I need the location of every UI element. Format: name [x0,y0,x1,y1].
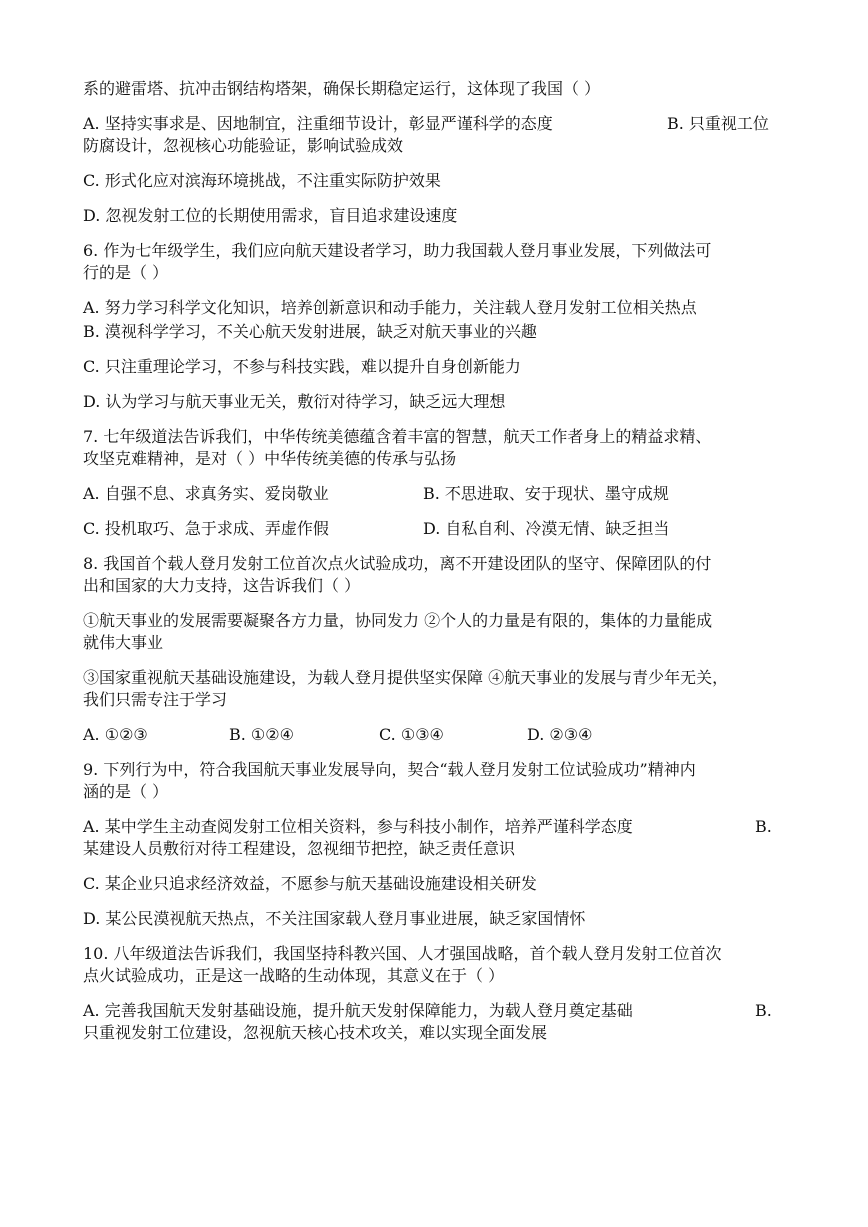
q5-option-b-cont: 防腐设计，忽视核心功能验证，影响试验成效 [83,136,404,155]
q8-option-d: D. ②③④ [527,725,593,744]
q7-option-row-cd [83,518,795,540]
q9-option-row-ab [83,816,795,838]
q5-option-a: A. 坚持实事求是、因地制宜，注重细节设计，彰显严谨科学的态度 [83,114,553,133]
q10-option-b-cont: 只重视发射工位建设，忽视航天核心技术攻关，难以实现全面发展 [83,1023,548,1042]
q10-stem-line1: 10. 八年级道法告诉我们，我国坚持科教兴国、人才强国战略，首个载人登月发射工位首次 [83,944,722,963]
q7-stem-line2: 攻坚克难精神，是对（ ）中华传统美德的传承与弘扬 [83,449,457,468]
q6-option-d: D. 认为学习与航天事业无关，敷衍对待学习，缺乏远大理想 [83,392,506,411]
q5-option-b: B. 只重视工位 [667,114,769,133]
q6-option-a: A. 努力学习科学文化知识，培养创新意识和动手能力，关注载人登月发射工位相关热点 [83,298,697,317]
q8-option-row [83,724,795,746]
q6-option-b: B. 漠视科学学习，不关心航天发射进展，缺乏对航天事业的兴趣 [83,322,537,341]
q8-option-a: A. ①②③ [83,725,148,744]
q7-stem-line1: 7. 七年级道法告诉我们，中华传统美德蕴含着丰富的智慧，航天工作者身上的精益求精、 [83,427,712,446]
q7-option-a: A. 自强不息、求真务实、爱岗敬业 [83,484,329,503]
q8-option-c: C. ①③④ [379,725,444,744]
document-page [83,78,795,1057]
q5-option-c: C. 形式化应对滨海环境挑战，不注重实际防护效果 [83,171,441,190]
q8-stem-line2: 出和国家的大力支持，这告诉我们（ ） [83,576,361,595]
q5-option-row-ab [83,113,795,135]
q6-stem-line2: 行的是（ ） [83,263,169,282]
q10-option-a: A. 完善我国航天发射基础设施，提升航天发射保障能力，为载人登月奠定基础 [83,1001,633,1020]
q10-option-b: B. [755,1001,772,1020]
q5-stem-tail: 系的避雷塔、抗冲击钢结构塔架，确保长期稳定运行，这体现了我国（ ） [83,79,601,98]
q9-stem-line2: 涵的是（ ） [83,782,169,801]
q7-option-d: D. 自私自利、冷漠无情、缺乏担当 [423,519,670,538]
q5-option-d: D. 忽视发射工位的长期使用需求，盲目追求建设速度 [83,206,458,225]
q10-option-row-ab [83,1000,795,1022]
q9-stem-line1: 9. 下列行为中，符合我国航天事业发展导向，契合“载人登月发射工位试验成功”精神内 [83,760,696,779]
q9-option-b-cont: 某建设人员敷衍对待工程建设，忽视细节把控，缺乏责任意识 [83,839,516,858]
q6-stem-line1: 6. 作为七年级学生，我们应向航天建设者学习，助力我国载人登月事业发展，下列做法可 [83,241,712,260]
q8-statements-34-line1: ③国家重视航天基础设施建设，为载人登月提供坚实保障 ④航天事业的发展与青少年无关， [83,668,729,687]
q8-stem-line1: 8. 我国首个载人登月发射工位首次点火试验成功，离不开建设团队的坚守、保障团队的付 [83,554,712,573]
q9-option-d: D. 某公民漠视航天热点，不关注国家载人登月事业进展，缺乏家国情怀 [83,909,586,928]
q8-option-b: B. ①②④ [229,725,294,744]
q8-statements-34-line2: 我们只需专注于学习 [83,690,228,709]
q9-option-b: B. [755,817,772,836]
q9-option-a: A. 某中学生主动查阅发射工位相关资料，参与科技小制作，培养严谨科学态度 [83,817,633,836]
q7-option-row-ab [83,483,795,505]
q10-stem-line2: 点火试验成功，正是这一战略的生动体现，其意义在于（ ） [83,966,505,985]
q8-statements-12-line1: ①航天事业的发展需要凝聚各方力量，协同发力 ②个人的力量是有限的，集体的力量能成 [83,611,713,630]
q8-statements-12-line2: 就伟大事业 [83,633,164,652]
q7-option-b: B. 不思进取、安于现状、墨守成规 [423,484,669,503]
q7-option-c: C. 投机取巧、急于求成、弄虚作假 [83,519,329,538]
q9-option-c: C. 某企业只追求经济效益，不愿参与航天基础设施建设相关研发 [83,874,537,893]
q6-option-c: C. 只注重理论学习，不参与科技实践，难以提升自身创新能力 [83,357,521,376]
